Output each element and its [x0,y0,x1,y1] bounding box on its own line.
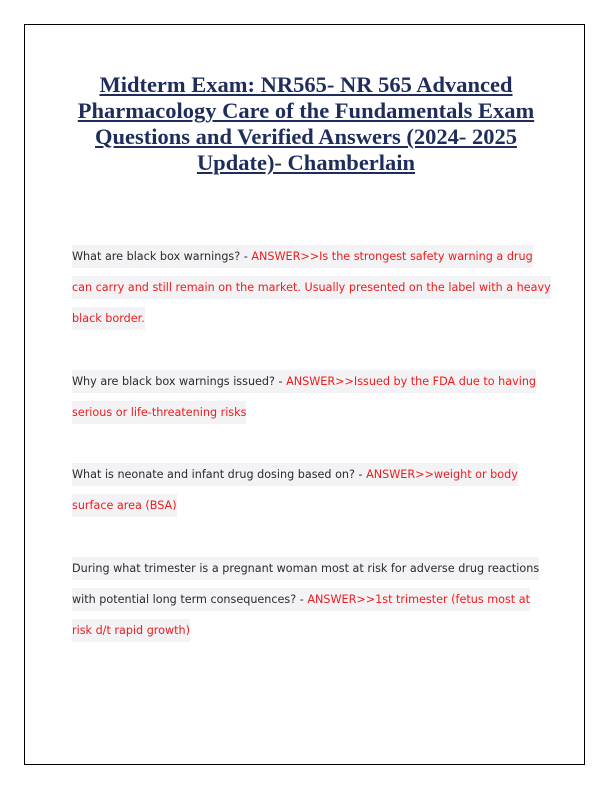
qa-item [72,366,552,428]
answer-text: ANSWER>>Issued by the FDA due to having serious or life-threatening risks [72,375,537,419]
document-title-text: Midterm Exam: NR565- NR 565 Advanced Pharmacology Care of the Fundamentals Exam Questions and Verified Answers (2024- 2025 Update)- Chamberlain [77,72,535,175]
question-text: What are black box warnings? - [72,250,252,263]
qa-highlight [72,370,536,424]
answer-text: ANSWER>>weight or body surface area (BSA) [72,468,518,512]
answer-text: ANSWER>>1st trimester (fetus most at risk d/t rapid growth) [72,593,530,637]
qa-item [72,553,552,646]
question-text: Why are black box warnings issued? - [72,375,287,388]
document-title [60,72,552,176]
qa-highlight [72,557,539,642]
question-text: What is neonate and infant drug dosing based on? - [72,468,367,481]
question-text: During what trimester is a pregnant woman most at risk for adverse drug reactions with potential long term consequences? - [72,562,540,606]
qa-highlight [72,463,518,517]
qa-item [72,459,552,521]
answer-text: ANSWER>>Is the strongest safety warning a drug can carry and still remain on the market. Usually presented on the label with a heavy black border. [72,250,551,325]
qa-highlight [72,245,551,330]
qa-item [72,241,552,334]
